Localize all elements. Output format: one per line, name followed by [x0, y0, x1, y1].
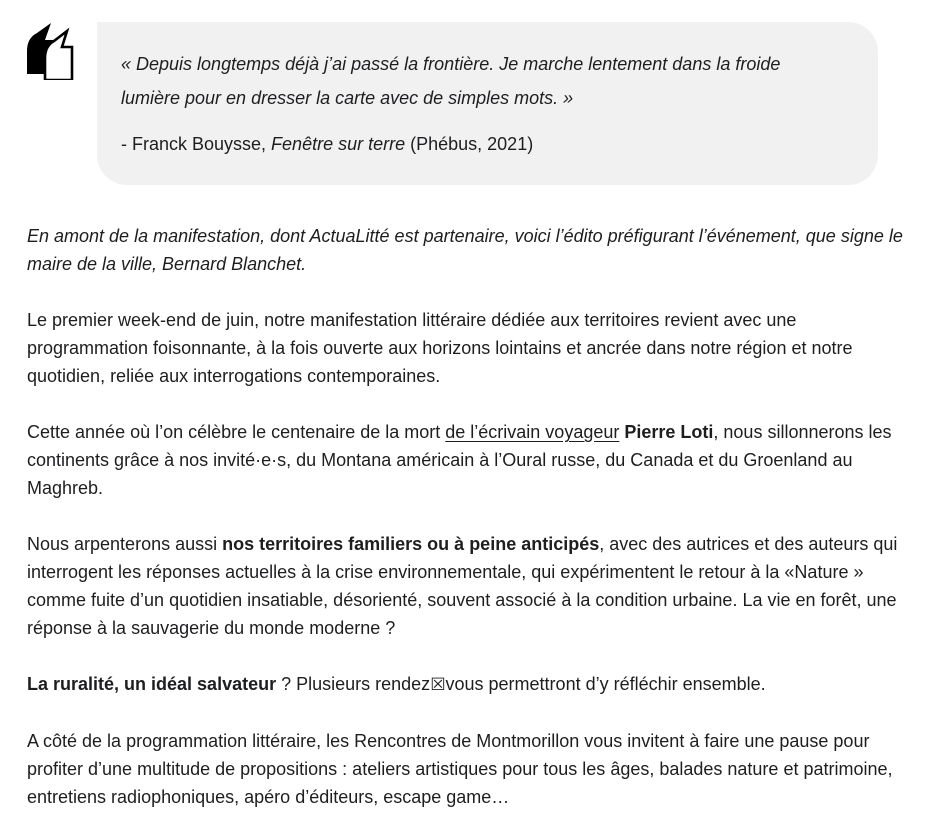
- article-body: [22, 222, 910, 811]
- quote-attribution: [121, 130, 838, 158]
- paragraph-program: [27, 306, 910, 390]
- territoires-bold: nos territoires familiers ou à peine anticipés: [222, 534, 600, 554]
- quote-attribution-work-title: Fenêtre sur terre: [271, 134, 406, 154]
- paragraph-text: , avec des autrices et des auteurs qui interrogent les réponses actuelles à la crise environnementale, qui expérimentent le retour à la «Nature » comme fuite d’un quotidien insatiable, désorienté, souvent associé à la condition urbaine. La vie en forêt, une réponse à la sauvagerie du monde moderne ?: [27, 534, 898, 638]
- ecrivain-voyageur-link[interactable]: de l’écrivain voyageur: [445, 422, 620, 442]
- paragraph-text: Nous arpenterons aussi: [27, 534, 223, 554]
- ruralite-bold: La ruralité, un idéal salvateur: [27, 674, 277, 694]
- paragraph-text: vous permettront d’y réfléchir ensemble.: [445, 674, 766, 694]
- missing-glyph: ☒: [430, 675, 446, 695]
- paragraph-rencontres: [27, 727, 910, 811]
- paragraph-territoires: [27, 530, 910, 642]
- quote-attribution-publisher: (Phébus, 2021): [405, 134, 534, 154]
- pull-quote-card: [97, 22, 878, 185]
- quote-icon: [22, 22, 97, 80]
- pierre-loti-bold: Pierre Loti: [624, 422, 714, 442]
- quote-attribution-author: - Franck Bouysse,: [121, 134, 272, 154]
- paragraph-text: Cette année où l’on célèbre le centenaire de la mort: [27, 422, 446, 442]
- blockquote: [121, 47, 838, 158]
- quote-text: « Depuis longtemps déjà j’ai passé la frontière. Je marche lentement dans la froide lumière pour en dresser la carte avec de simples mots. »: [121, 54, 781, 108]
- paragraph-text: , nous sillonnerons les continents grâce à nos invité·e·s, du Montana américain à l’Oural russe, du Canada et du Groenland au Maghreb.: [27, 422, 892, 498]
- paragraph-rencontres-text: A côté de la programmation littéraire, les Rencontres de Montmorillon vous invitent à faire une pause pour profiter d’une multitude de propositions : ateliers artistiques pour tous les âges, balades nature et patrimoine, entretiens radiophoniques, apéro d’éditeurs, escape game…: [27, 731, 893, 807]
- quote-section: [22, 22, 910, 185]
- intro-paragraph: En amont de la manifestation, dont ActuaLitté est partenaire, voici l’édito préfigurant l’événement, que signe le maire de la ville, Bernard Blanchet.: [27, 226, 903, 274]
- paragraph-text: ? Plusieurs rendez: [276, 674, 431, 694]
- paragraph-ruralite: [27, 670, 910, 699]
- paragraph-pierre-loti: [27, 418, 910, 502]
- paragraph-program-text: Le premier week-end de juin, notre manifestation littéraire dédiée aux territoires revient avec une programmation foisonnante, à la fois ouverte aux horizons lointains et ancrée dans notre région et notre quotidien, reliée aux interrogations contemporaines.: [27, 310, 853, 386]
